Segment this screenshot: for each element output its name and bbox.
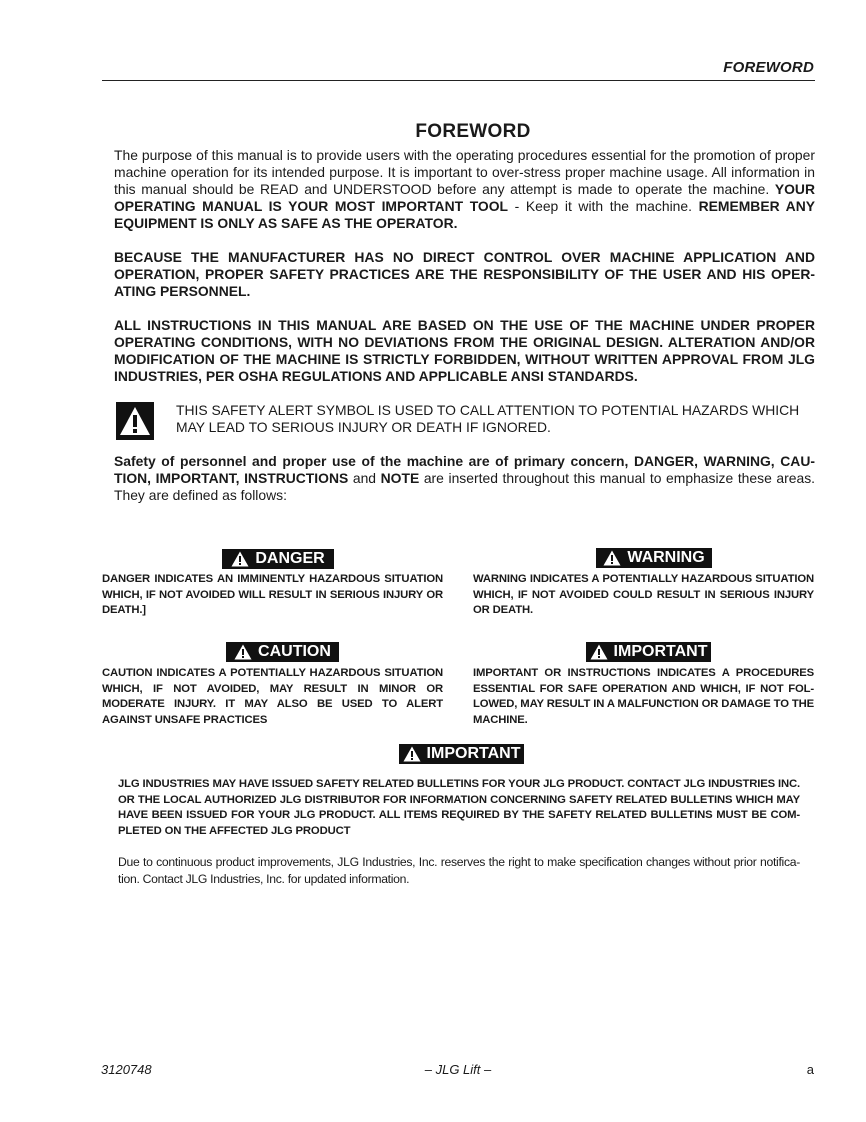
important-label: IMPORTANT <box>613 643 708 660</box>
important-banner <box>586 642 711 662</box>
signal-words-text-1: and <box>348 470 381 486</box>
important-notice-banner <box>399 744 524 764</box>
important-definition: IMPORTANT OR INSTRUCTIONS INDICATES A PROCEDURES ESSENTIAL FOR SAFE OPERATION AND WHICH, IF NOT FOL-LOWED, MAY RESULT IN A MALFUNCTION OR DAMAGE TO THE MACHINE. <box>473 667 814 726</box>
warning-definition: WARNING INDICATES A POTENTIALLY HAZARDOUS SITUATION WHICH, IF NOT AVOIDED COULD RESULT IN SERIOUS INJURY OR DEATH. <box>473 573 814 616</box>
responsibility-paragraph: BECAUSE THE MANUFACTURER HAS NO DIRECT CONTROL OVER MACHINE APPLICATION AND OPERATION, PROPER SAFETY PRACTICES ARE THE RESPONSIBILITY OF THE USER AND HIS OPER-ATING PERSONNEL. <box>114 249 815 299</box>
important-notice-text: JLG INDUSTRIES MAY HAVE ISSUED SAFETY RELATED BULLETINS FOR YOUR JLG PRODUCT. CONTACT JLG INDUSTRIES INC. OR THE LOCAL AUTHORIZED JLG DISTRIBUTOR FOR INFORMATION CONCERNING SAFETY RELATED BULLETINS WHICH MAY HAVE BEEN ISSUED FOR YOUR JLG PRODUCT. ALL ITEMS REQUIRED BY THE SAFETY RELATED BULLETINS MUST BE COM-PLETED ON THE AFFECTED JLG PRODUCT <box>118 778 800 837</box>
safety-alert-text: THIS SAFETY ALERT SYMBOL IS USED TO CALL ATTENTION TO POTENTIAL HAZARDS WHICH MAY LEAD TO SERIOUS INJURY OR DEATH IF IGNORED. <box>176 402 800 435</box>
page-title: FOREWORD <box>415 121 531 142</box>
warning-triangle-icon <box>403 746 421 762</box>
danger-definition: DANGER INDICATES AN IMMINENTLY HAZARDOUS SITUATION WHICH, IF NOT AVOIDED WILL RESULT IN SERIOUS INJURY OR DEATH.] <box>102 573 443 616</box>
warning-banner <box>596 548 712 568</box>
warning-label: WARNING <box>627 549 705 566</box>
footer-center-text: – JLG Lift – <box>424 1062 492 1077</box>
important-notice-label: IMPORTANT <box>426 745 521 762</box>
warning-triangle-icon <box>231 551 249 567</box>
intro-paragraph <box>114 147 815 232</box>
intro-emphasis-1: YOUR OPERATING MANUAL IS YOUR MOST IMPORTANT TOOL <box>114 181 815 214</box>
signal-words-emphasis-2: NOTE <box>380 470 420 486</box>
signal-words-paragraph <box>114 453 815 504</box>
caution-label: CAUTION <box>258 643 331 660</box>
product-improvements-note: Due to continuous product improvements, JLG Industries, Inc. reserves the right to make specification changes without prior notifica-tion. Contact JLG Industries, Inc. for updated information. <box>118 855 800 886</box>
danger-label: DANGER <box>255 550 325 567</box>
caution-definition: CAUTION INDICATES A POTENTIALLY HAZARDOUS SITUATION WHICH, IF NOT AVOIDED, MAY RESULT IN MINOR OR MODERATE INJURY. IT MAY ALSO BE USED TO ALERT AGAINST UNSAFE PRACTICES <box>102 667 443 726</box>
danger-banner <box>222 549 334 569</box>
intro-text-1: The purpose of this manual is to provide users with the operating procedures essential for the promotion of proper machine operation for its intended purpose. It is important to over-stress proper machine usage. All information in this manual should be READ and UNDERSTOOD before any attempt is made to operate the machine. <box>114 147 815 197</box>
intro-text-2: - Keep it with the machine. <box>508 198 699 214</box>
signal-words-text-2: are inserted throughout this manual to emphasize these areas. They are defined as follows: <box>114 470 816 503</box>
safety-alert-row <box>114 402 815 442</box>
caution-banner <box>226 642 339 662</box>
footer-document-number: 3120748 <box>101 1062 152 1077</box>
warning-triangle-icon <box>603 550 621 566</box>
intro-emphasis-2: REMEMBER ANY EQUIPMENT IS ONLY AS SAFE AS THE OPERATOR. <box>114 198 816 231</box>
warning-triangle-icon <box>590 644 608 660</box>
warning-triangle-icon <box>234 644 252 660</box>
safety-alert-icon <box>116 402 154 440</box>
instructions-paragraph: ALL INSTRUCTIONS IN THIS MANUAL ARE BASED ON THE USE OF THE MACHINE UNDER PROPER OPERATING CONDITIONS, WITH NO DEVIATIONS FROM THE ORIGINAL DESIGN. ALTERATION AND/OR MODIFICATION OF THE MACHINE IS STRICTLY FORBIDDEN, WITHOUT WRITTEN APPROVAL FROM JLG INDUSTRIES, PER OSHA REGULATIONS AND APPLICABLE ANSI STANDARDS. <box>114 317 815 384</box>
header-section-title: FOREWORD <box>723 59 814 76</box>
footer-page-number: a <box>806 1062 814 1077</box>
header-divider <box>102 80 815 81</box>
signal-words-emphasis-1: Safety of personnel and proper use of the machine are of primary concern, DANGER, WARNING, CAU-TION, IMPORTANT, INSTRUCTIONS <box>114 453 815 486</box>
